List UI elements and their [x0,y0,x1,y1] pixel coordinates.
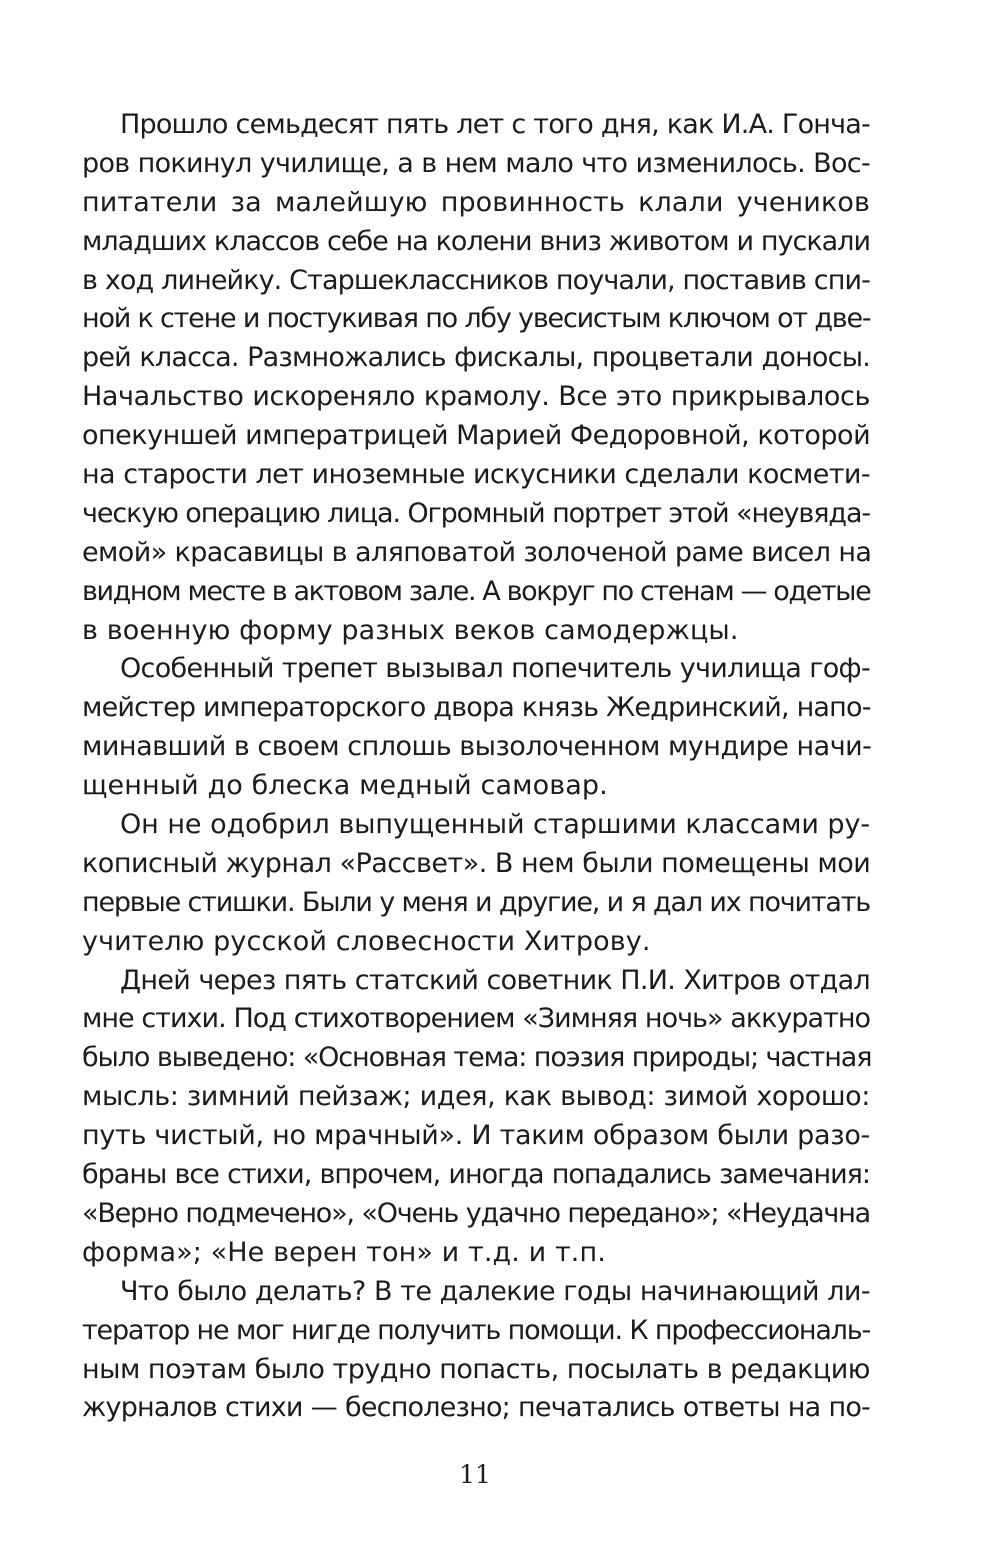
text-line: в военную форму разных веков самодержцы. [82,614,739,646]
paragraph [82,806,870,962]
text-line: форма»; «Не верен тон» и т.д. и т.п. [82,1236,606,1268]
text-line: опекуншей императрицей Марией Федоровной, которой [82,420,871,452]
text-line: Он не одобрил выпущенный старшими классами ру- [120,809,870,841]
text-line: было выведено: «Основная тема: поэзия природы; частная [82,1042,872,1074]
text-line: рей класса. Размножались фискалы, процветали доносы. [82,342,870,374]
text-line: ров покинул училище, а в нем мало что изменилось. Вос- [82,147,870,179]
paragraph [82,650,870,806]
text-line: ным поэтам было трудно попасть, посылать в редакцию [82,1353,871,1385]
text-line: учителю русской словесности Хитрову. [82,925,651,957]
text-line: журналов стихи — бесполезно; печатались ответы на по- [82,1392,870,1424]
text-line: ческую операцию лица. Огромный портрет этой «неувяда- [82,497,871,529]
text-line: питатели за малейшую провинность клали учеников [82,186,870,218]
text-line: Прошло семьдесят пять лет с того дня, как И.А. Гонча- [120,109,870,140]
body-text [82,106,870,1428]
text-line: кописный журнал «Рассвет». В нем были помещены мои [82,847,871,879]
text-line: браны все стихи, впрочем, иногда попадались замечания: [82,1159,870,1191]
text-line: мейстер императорского двора князь Жедринский, напо- [82,692,871,724]
text-line: щенный до блеска медный самовар. [82,770,608,802]
text-line: тератор не мог нигде получить помощи. К профессиональ- [82,1314,870,1346]
text-line: Что было делать? В те далекие годы начинающий ли- [120,1275,870,1307]
text-line: на старости лет иноземные искусники сделали космети- [82,459,870,491]
text-line: путь чистый, но мрачный». И таким образом были разо- [82,1120,870,1152]
text-line: Особенный трепет вызывал попечитель училища гоф- [120,653,870,685]
text-line: младших классов себе на колени вниз животом и пускали [82,225,870,257]
paragraph [82,106,870,650]
text-line: емой» красавицы в аляповатой золоченой раме висел на [82,536,872,568]
page-number: 11 [459,1460,491,1489]
text-line: Дней через пять статский советник П.И. Хитров отдал [120,964,870,996]
paragraph [82,1273,870,1429]
text-line: видном месте в актовом зале. А вокруг по стенам — одетые [82,575,871,607]
paragraph [82,962,870,1273]
text-line: в ход линейку. Старшеклассников поучали, поставив спи- [82,264,870,296]
text-line: мне стихи. Под стихотворением «Зимняя ночь» аккуратно [82,1003,870,1035]
text-line: минавший в своем сплошь вызолоченном мундире начи- [82,731,872,763]
text-line: «Верно подмечено», «Очень удачно передано»; «Неудачна [82,1197,870,1229]
text-line: мысль: зимний пейзаж; идея, как вывод: зимой хорошо: [82,1081,870,1113]
text-line: Начальство искореняло крамолу. Все это прикрывалось [82,381,870,413]
text-line: первые стишки. Были у меня и другие, и я дал их почитать [82,886,870,918]
text-line: ной к стене и постукивая по лбу увесистым ключом от две- [82,303,871,335]
